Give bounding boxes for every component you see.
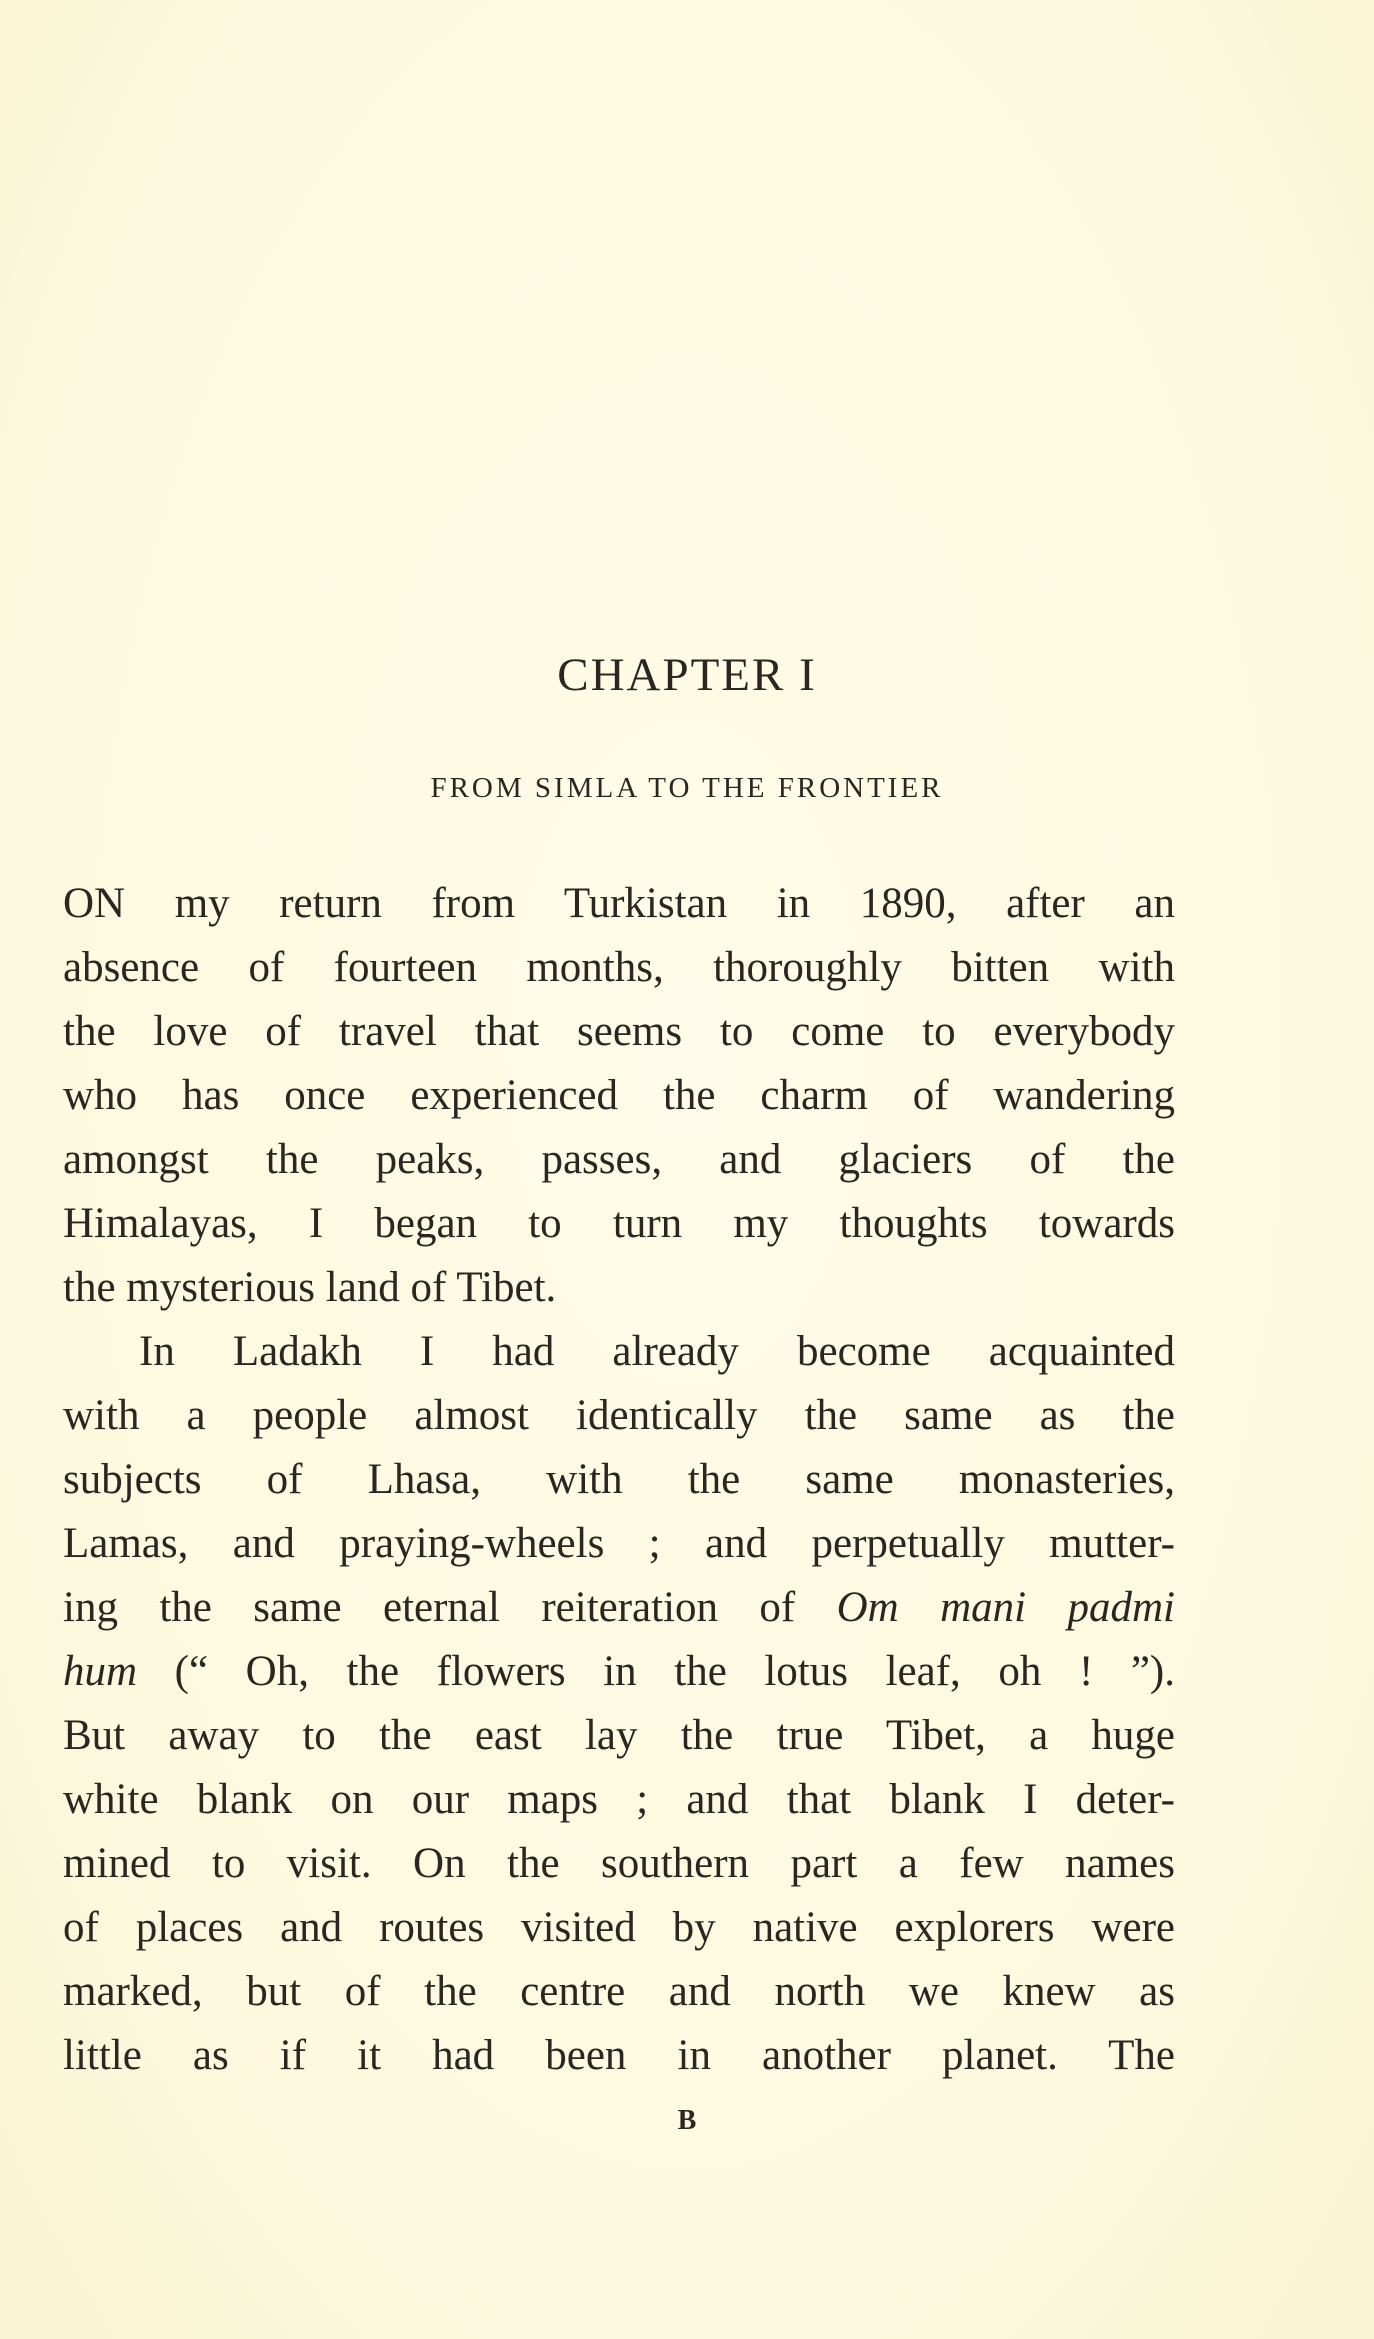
text-line-15: white blank on our maps ; and that blank I deter- (63, 1776, 1175, 1823)
text-line-4: who has once experienced the charm of wandering (63, 1072, 1175, 1119)
chapter-title: CHAPTER I (557, 649, 817, 701)
text-line-14: But away to the east lay the true Tibet, a huge (63, 1712, 1175, 1759)
text-line-7: the mysterious land of Tibet. (63, 1264, 557, 1311)
text-line-2: absence of fourteen months, thoroughly bitten with (63, 944, 1175, 991)
text-line-10: subjects of Lhasa, with the same monasteries, (63, 1456, 1175, 1503)
text-line-12: ing the same eternal reiteration of Om mani padmi (63, 1584, 1176, 1631)
text-line-13: hum (“ Oh, the flowers in the lotus leaf, oh ! ”). (63, 1648, 1176, 1695)
body-text (63, 872, 1175, 2088)
chapter-subtitle: FROM SIMLA TO THE FRONTIER (430, 772, 944, 804)
text-line-3: the love of travel that seems to come to everybody (63, 1008, 1175, 1055)
text-line-18: marked, but of the centre and north we knew as (63, 1968, 1175, 2015)
signature-mark: B (677, 2105, 697, 2136)
text-line-5: amongst the peaks, passes, and glaciers of the (63, 1136, 1175, 1183)
text-line-1: ON my return from Turkistan in 1890, after an (63, 880, 1175, 927)
text-line-11: Lamas, and praying-wheels ; and perpetually mutter- (63, 1520, 1175, 1567)
text-line-16: mined to visit. On the southern part a few names (63, 1840, 1175, 1887)
text-line-8: In Ladakh I had already become acquainted (139, 1328, 1175, 1375)
text-line-6: Himalayas, I began to turn my thoughts towards (63, 1200, 1175, 1247)
text-line-19: little as if it had been in another planet. The (63, 2032, 1175, 2079)
text-line-17: of places and routes visited by native explorers were (63, 1904, 1175, 1951)
drop-word: ON (63, 880, 126, 927)
text-line-9: with a people almost identically the same as the (63, 1392, 1175, 1439)
